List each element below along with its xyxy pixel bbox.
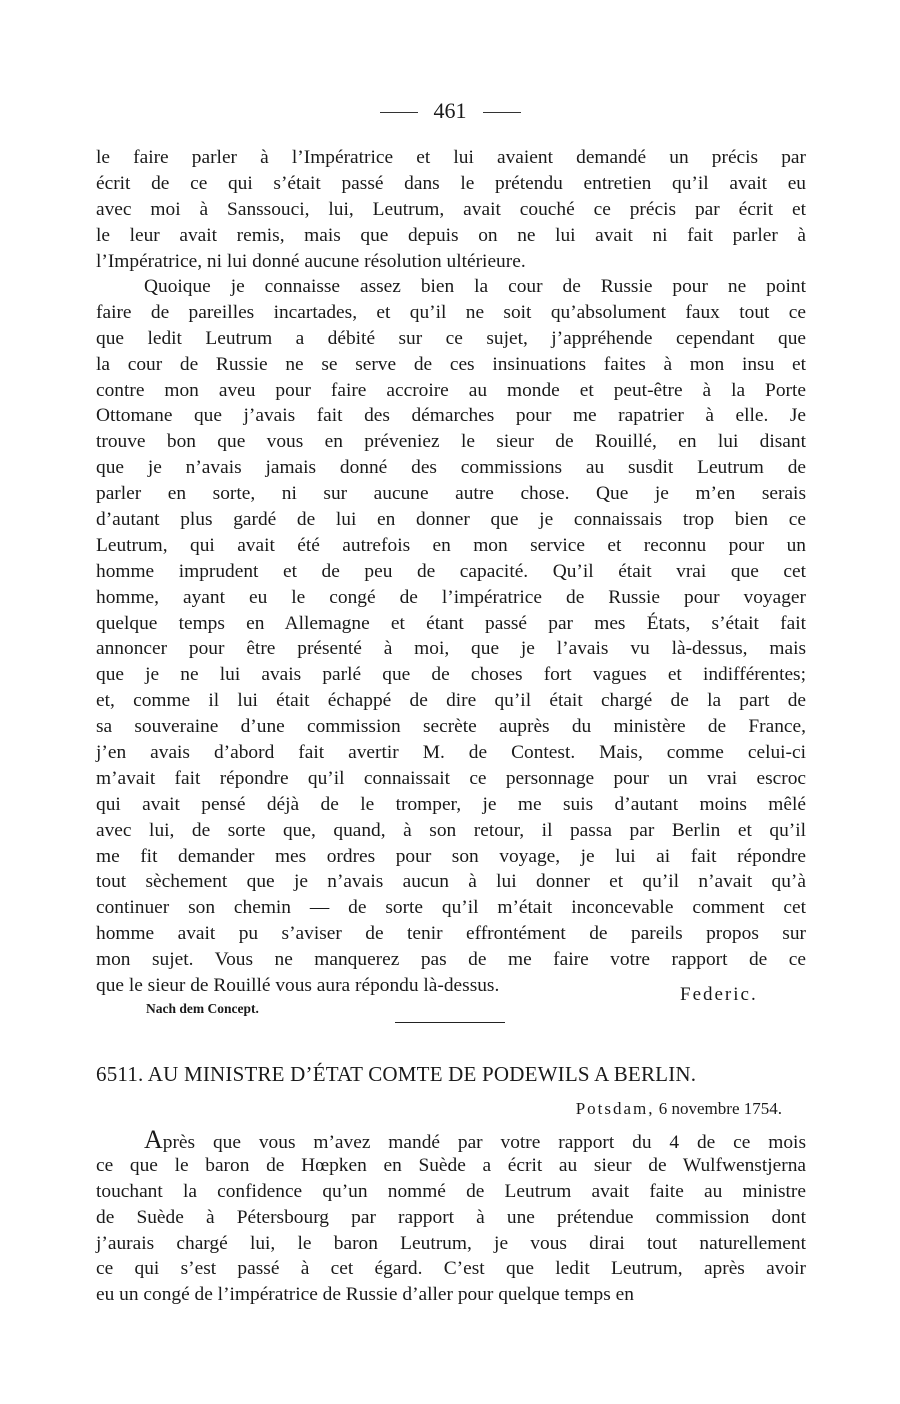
text-line: Ottomane que j’avais fait des démarches pour me rapatrier à elle. Je	[96, 405, 806, 427]
text-line: j’en avais d’abord fait avertir M. de Contest. Mais, comme celui-ci	[96, 742, 806, 764]
text-line: qui avait pensé déjà de le tromper, je me suis d’autant moins mêlé	[96, 793, 806, 815]
letter-heading: 6511. AU MINISTRE D’ÉTAT COMTE DE PODEWILS A BERLIN.	[96, 1062, 697, 1086]
text-line: m’avait fait répondre qu’il connaissait ce personnage pour un vrai escroc	[96, 767, 806, 789]
paragraph-continuation	[96, 145, 806, 274]
text-line: Leutrum, qui avait été autrefois en mon service et reconnu pour un	[96, 534, 806, 556]
text-line: quelque temps en Allemagne et étant passé par mes États, s’était fait	[96, 612, 806, 634]
initial-capital: A	[144, 1125, 163, 1154]
text-line: contre mon aveu pour faire accroire au monde et peut-être à la Porte	[96, 379, 806, 401]
signature: Federic.	[680, 984, 758, 1005]
text-line: d’autant plus gardé de lui en donner que je connaissais trop bien ce	[96, 509, 806, 531]
text-line: faire de pareilles incartades, et qu’il ne soit qu’absolument faux tout ce	[96, 301, 806, 323]
page-number-header	[0, 98, 900, 124]
text-line: avec moi à Sanssouci, lui, Leutrum, avait couché ce précis par écrit et	[96, 198, 806, 220]
text-line: avec lui, de sorte que, quand, à son retour, il passa par Berlin et qu’il	[96, 819, 806, 841]
text-line: que le sieur de Rouillé vous aura répondu là-dessus.	[96, 975, 500, 997]
text-line: homme imprudent et de peu de capacité. Qu’il était vrai que cet	[96, 560, 806, 582]
text-line: et, comme il lui était échappé de dire qu’il était chargé de la part de	[96, 690, 806, 712]
text-line: que ledit Leutrum a débité sur ce sujet, j’appréhende cependant que	[96, 327, 806, 349]
text-line: homme avait pu s’aviser de tenir effrontément de pareils propos sur	[96, 923, 806, 945]
text-line: me fit demander mes ordres pour son voyage, je lui ai fait répondre	[96, 845, 806, 867]
text-line: eu un congé de l’impératrice de Russie d’aller pour quelque temps en	[96, 1284, 634, 1306]
text-line: sa souveraine d’une commission secrète auprès du ministère de France,	[96, 716, 806, 738]
source-note: Nach dem Concept.	[146, 1001, 259, 1016]
text-line: ce que le baron de Hœpken en Suède a écrit au sieur de Wulfwenstjerna	[96, 1154, 806, 1176]
text-line: mon sujet. Vous ne manquerez pas de me faire votre rapport de ce	[96, 949, 806, 971]
text-line: que je ne lui avais parlé que de choses fort vagues et indifférentes;	[96, 664, 806, 686]
text-line: l’Impératrice, ni lui donné aucune résolution ultérieure.	[96, 250, 526, 272]
text-line: que je n’avais jamais donné des commissions au susdit Leutrum de	[96, 457, 806, 479]
text-line: le leur avait remis, mais que depuis on ne lui avait ni fait parler à	[96, 224, 806, 246]
dateline-place: Potsdam,	[575, 1099, 655, 1118]
text-line: Après que vous m’avez mandé par votre rapport du 4 de ce mois	[144, 1125, 806, 1154]
header-dash-right	[483, 112, 521, 113]
text-line: écrit de ce qui s’était passé dans le prétendu entretien qu’il avait eu	[96, 172, 806, 194]
header-dash-left	[380, 112, 418, 113]
page-number: 461	[433, 98, 467, 123]
text-line: parler en sorte, ni sur aucune autre chose. Que je m’en serais	[96, 483, 806, 505]
text-line: continuer son chemin — de sorte qu’il m’était inconcevable comment cet	[96, 897, 806, 919]
paragraph-main-letter	[96, 274, 806, 999]
text-line: la cour de Russie ne se serve de ces insinuations faites à mon insu et	[96, 353, 806, 375]
text-line: annoncer pour être présenté à moi, que je l’avais vu là-dessus, mais	[96, 638, 806, 660]
text-line: j’aurais chargé lui, le baron Leutrum, je vous dirai tout naturellement	[96, 1232, 806, 1254]
letter-dateline	[576, 1099, 782, 1119]
text-line: touchant la confidence qu’un nommé de Leutrum avait faite au ministre	[96, 1180, 806, 1202]
text-line: Quoique je connaisse assez bien la cour de Russie pour ne point	[144, 276, 806, 297]
text-line: le faire parler à l’Impératrice et lui avaient demandé un précis par	[96, 147, 806, 168]
text-line: trouve bon que vous en préveniez le sieur de Rouillé, en lui disant	[96, 431, 806, 453]
paragraph-letter-6511	[96, 1127, 806, 1308]
text-line: de Suède à Pétersbourg par rapport à une prétendue commission dont	[96, 1206, 806, 1228]
text-line: tout sèchement que je n’avais aucun à lui donner et qu’il n’avait qu’à	[96, 871, 806, 893]
section-divider	[395, 1022, 505, 1023]
dateline-date: 6 novembre 1754.	[658, 1099, 782, 1118]
text-line: homme, ayant eu le congé de l’impératrice de Russie pour voyager	[96, 586, 806, 608]
text-line: ce qui s’est passé à cet égard. C’est que ledit Leutrum, après avoir	[96, 1258, 806, 1280]
